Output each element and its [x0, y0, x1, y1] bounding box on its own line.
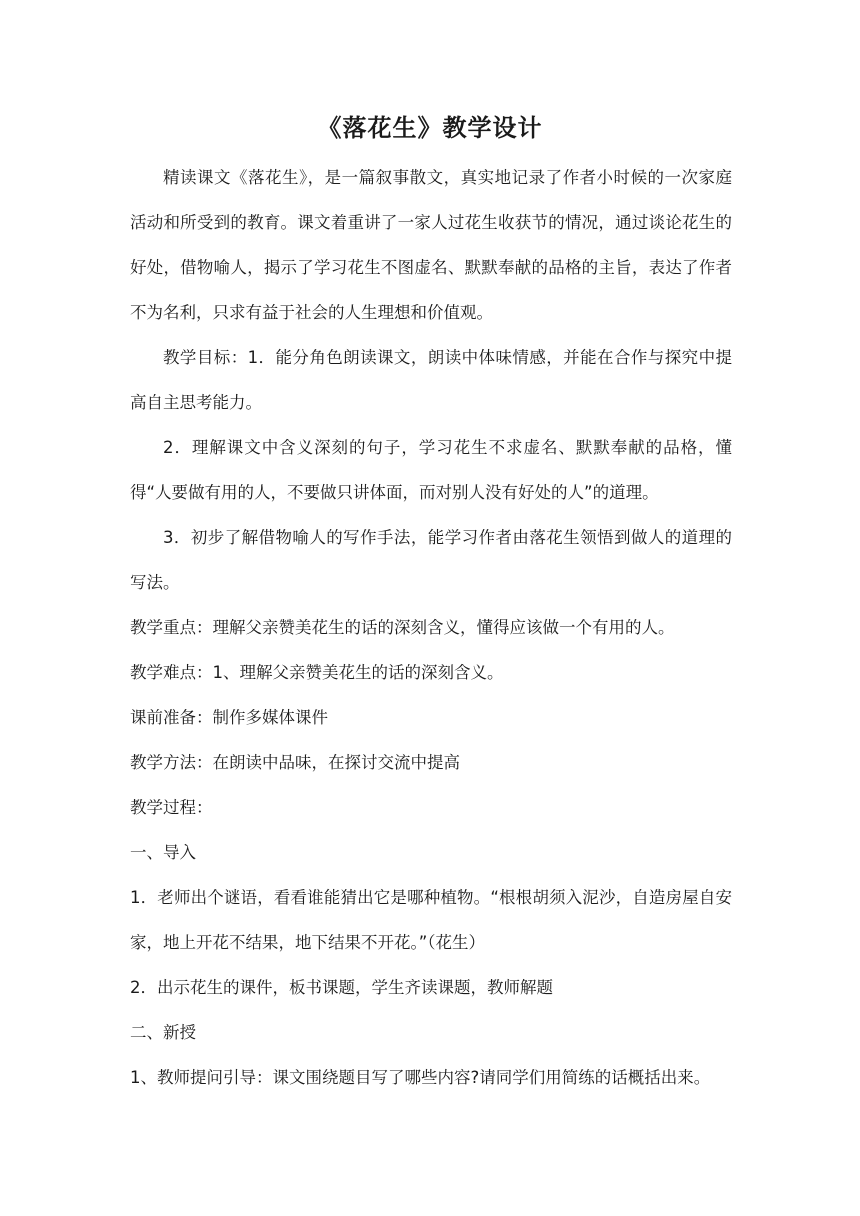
paragraph-courseware: 2．出示花生的课件，板书课题，学生齐读课题，教师解题	[130, 978, 553, 997]
paragraph-process-heading: 教学过程：	[130, 798, 213, 817]
paragraph-goal-2: 2．理解课文中含义深刻的句子，学习花生不求虚名、默默奉献的品格，懂得“人要做有用的人，不要做只讲体面，而对别人没有好处的人”的道理。	[130, 438, 732, 502]
paragraph-preparation: 课前准备：制作多媒体课件	[130, 708, 328, 727]
paragraph-goal-3: 3．初步了解借物喻人的写作手法，能学习作者由落花生领悟到做人的道理的写法。	[130, 528, 732, 592]
paragraph-question: 1、教师提问引导：课文围绕题目写了哪些内容?请同学们用简练的话概括出来。	[130, 1068, 711, 1087]
document-body	[130, 155, 732, 1100]
paragraph-goal-1: 教学目标：1．能分角色朗读课文，朗读中体味情感，并能在合作与探究中提高自主思考能力。	[130, 348, 732, 412]
paragraph-riddle: 1．老师出个谜语，看看谁能猜出它是哪种植物。“根根胡须入泥沙，自造房屋自安家，地上开花不结果，地下结果不开花。”（花生）	[130, 888, 732, 952]
paragraph-difficulty: 教学难点：1、理解父亲赞美花生的话的深刻含义。	[130, 663, 504, 682]
paragraph-key-point: 教学重点：理解父亲赞美花生的话的深刻含义，懂得应该做一个有用的人。	[130, 618, 675, 637]
section-heading-new-lesson: 二、新授	[130, 1023, 196, 1042]
document-title: 《落花生》教学设计	[317, 114, 543, 142]
section-heading-intro: 一、导入	[130, 843, 196, 862]
paragraph-intro: 精读课文《落花生》，是一篇叙事散文，真实地记录了作者小时候的一次家庭活动和所受到的教育。课文着重讲了一家人过花生收获节的情况，通过谈论花生的好处，借物喻人，揭示了学习花生不图虚名、默默奉献的品格的主旨，表达了作者不为名利，只求有益于社会的人生理想和价值观。	[130, 168, 732, 322]
paragraph-method: 教学方法：在朗读中品味，在探讨交流中提高	[130, 753, 460, 772]
